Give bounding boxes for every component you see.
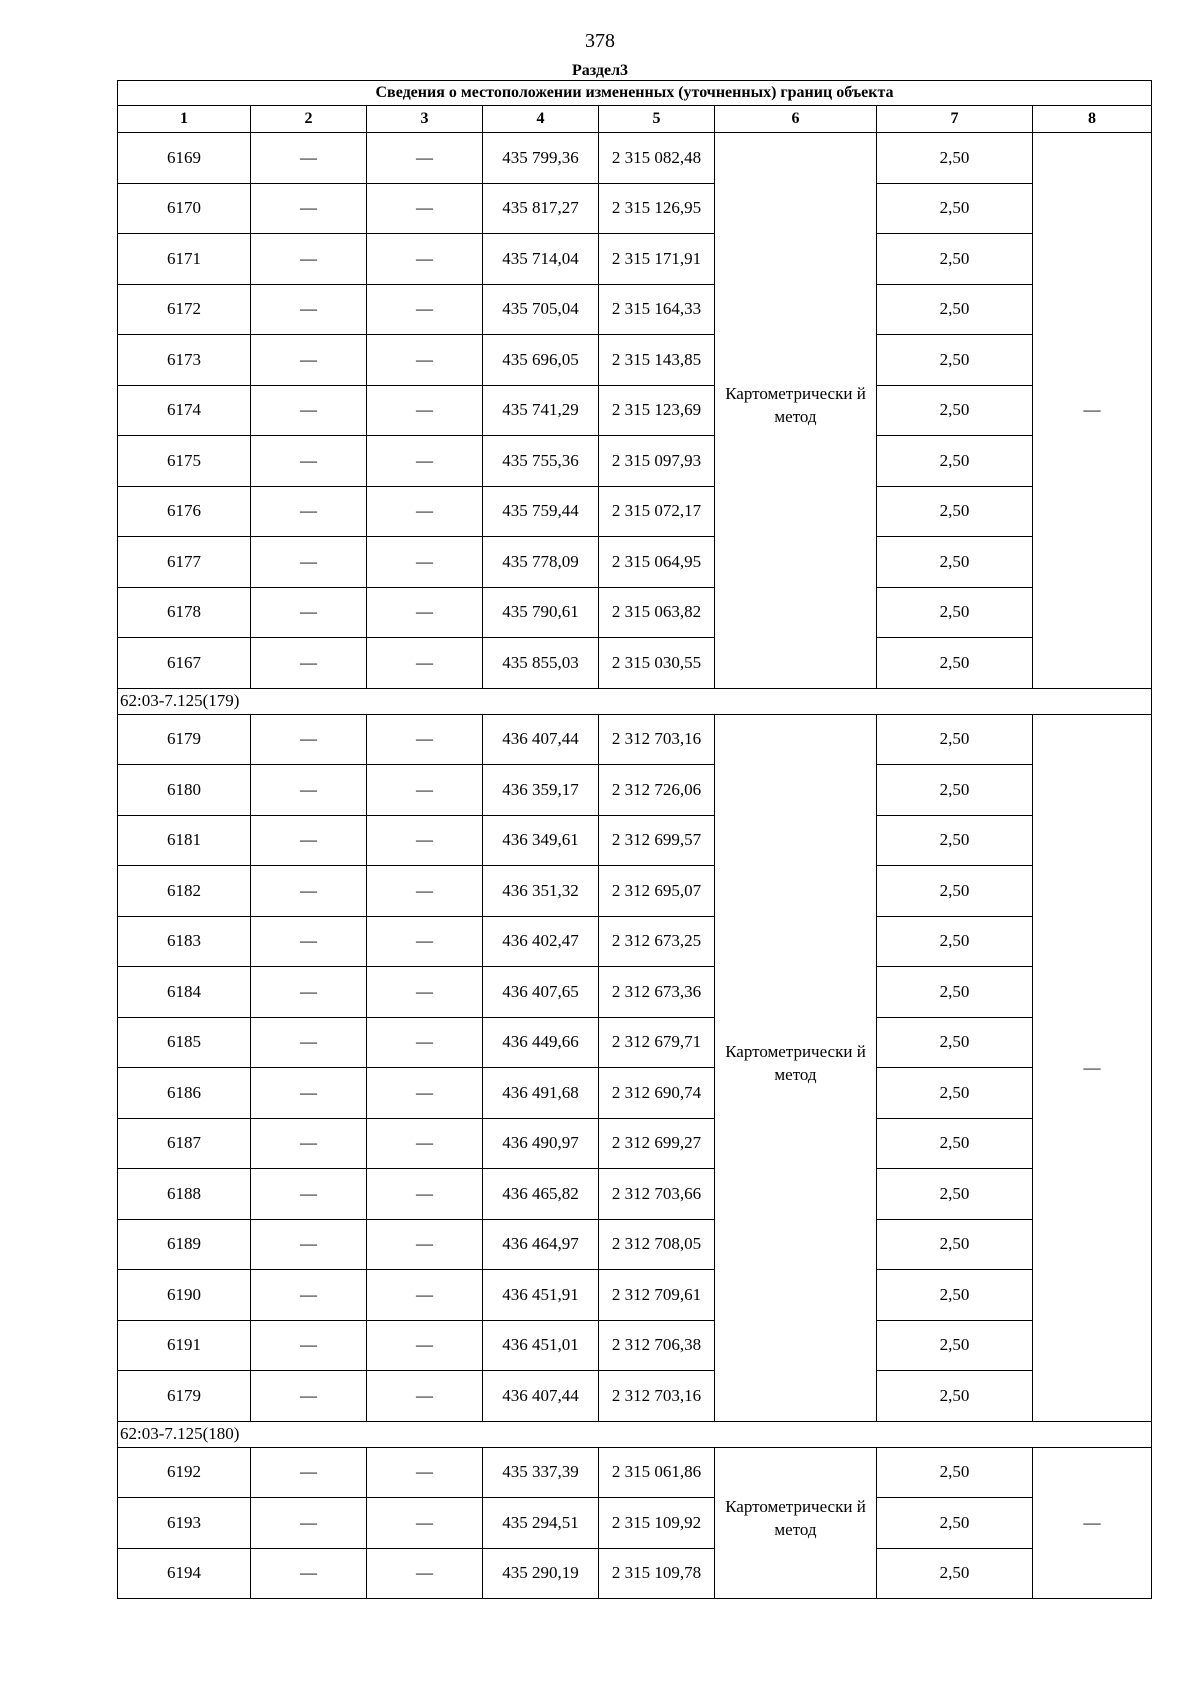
table-row (118, 1118, 1152, 1169)
column-3-cell: — (367, 587, 483, 638)
point-number-cell: 6180 (118, 765, 251, 816)
parcel-group-row (118, 688, 1152, 714)
x-coordinate-cell: 435 778,09 (483, 537, 599, 588)
y-coordinate-cell: 2 312 709,61 (599, 1270, 715, 1321)
table-row (118, 587, 1152, 638)
x-coordinate-cell: 435 337,39 (483, 1447, 599, 1498)
x-coordinate-cell: 435 696,05 (483, 335, 599, 386)
column-3-cell: — (367, 1270, 483, 1321)
point-number-cell: 6179 (118, 714, 251, 765)
y-coordinate-cell: 2 315 061,86 (599, 1447, 715, 1498)
table-row (118, 234, 1152, 285)
point-number-cell: 6187 (118, 1118, 251, 1169)
accuracy-cell: 2,50 (877, 537, 1033, 588)
table-row (118, 385, 1152, 436)
accuracy-cell: 2,50 (877, 1017, 1033, 1068)
column-3-cell: — (367, 486, 483, 537)
y-coordinate-cell: 2 312 703,16 (599, 1371, 715, 1422)
accuracy-cell: 2,50 (877, 385, 1033, 436)
table-row (118, 1447, 1152, 1498)
x-coordinate-cell: 436 351,32 (483, 866, 599, 917)
y-coordinate-cell: 2 315 109,92 (599, 1498, 715, 1549)
x-coordinate-cell: 436 359,17 (483, 765, 599, 816)
accuracy-cell: 2,50 (877, 1498, 1033, 1549)
column-8-cell: — (1033, 714, 1152, 1421)
table-row (118, 916, 1152, 967)
x-coordinate-cell: 435 290,19 (483, 1548, 599, 1599)
column-2-cell: — (251, 335, 367, 386)
column-number-row (118, 106, 1152, 133)
point-number-cell: 6172 (118, 284, 251, 335)
accuracy-cell: 2,50 (877, 1447, 1033, 1498)
point-number-cell: 6193 (118, 1498, 251, 1549)
x-coordinate-cell: 436 402,47 (483, 916, 599, 967)
y-coordinate-cell: 2 315 082,48 (599, 133, 715, 184)
column-2-cell: — (251, 486, 367, 537)
column-3-cell: — (367, 335, 483, 386)
column-8-cell: — (1033, 133, 1152, 689)
accuracy-cell: 2,50 (877, 436, 1033, 487)
x-coordinate-cell: 436 407,65 (483, 967, 599, 1018)
column-number: 2 (251, 106, 367, 133)
y-coordinate-cell: 2 312 679,71 (599, 1017, 715, 1068)
table-row (118, 1270, 1152, 1321)
point-number-cell: 6173 (118, 335, 251, 386)
point-number-cell: 6170 (118, 183, 251, 234)
column-3-cell: — (367, 1371, 483, 1422)
column-number: 1 (118, 106, 251, 133)
column-2-cell: — (251, 1068, 367, 1119)
y-coordinate-cell: 2 315 123,69 (599, 385, 715, 436)
column-2-cell: — (251, 916, 367, 967)
table-row (118, 1219, 1152, 1270)
table-caption: Сведения о местоположении измененных (уточненных) границ объекта (118, 81, 1152, 106)
x-coordinate-cell: 435 855,03 (483, 638, 599, 689)
y-coordinate-cell: 2 312 708,05 (599, 1219, 715, 1270)
x-coordinate-cell: 435 759,44 (483, 486, 599, 537)
y-coordinate-cell: 2 315 030,55 (599, 638, 715, 689)
x-coordinate-cell: 436 491,68 (483, 1068, 599, 1119)
accuracy-cell: 2,50 (877, 234, 1033, 285)
column-2-cell: — (251, 133, 367, 184)
table-row (118, 1169, 1152, 1220)
column-2-cell: — (251, 587, 367, 638)
column-number: 8 (1033, 106, 1152, 133)
column-3-cell: — (367, 1548, 483, 1599)
column-number: 5 (599, 106, 715, 133)
column-2-cell: — (251, 1017, 367, 1068)
table-row (118, 486, 1152, 537)
column-3-cell: — (367, 815, 483, 866)
y-coordinate-cell: 2 315 097,93 (599, 436, 715, 487)
point-number-cell: 6194 (118, 1548, 251, 1599)
point-number-cell: 6178 (118, 587, 251, 638)
column-3-cell: — (367, 385, 483, 436)
column-2-cell: — (251, 815, 367, 866)
table-row (118, 1320, 1152, 1371)
table-row (118, 967, 1152, 1018)
x-coordinate-cell: 436 407,44 (483, 1371, 599, 1422)
column-3-cell: — (367, 133, 483, 184)
column-3-cell: — (367, 916, 483, 967)
x-coordinate-cell: 436 449,66 (483, 1017, 599, 1068)
y-coordinate-cell: 2 312 703,66 (599, 1169, 715, 1220)
column-2-cell: — (251, 183, 367, 234)
point-number-cell: 6167 (118, 638, 251, 689)
column-3-cell: — (367, 284, 483, 335)
column-2-cell: — (251, 1320, 367, 1371)
column-3-cell: — (367, 1118, 483, 1169)
x-coordinate-cell: 435 705,04 (483, 284, 599, 335)
table-row (118, 1371, 1152, 1422)
x-coordinate-cell: 436 407,44 (483, 714, 599, 765)
table-row (118, 335, 1152, 386)
method-cell: Картометрически й метод (715, 1447, 877, 1599)
table-row (118, 815, 1152, 866)
point-number-cell: 6177 (118, 537, 251, 588)
column-3-cell: — (367, 1498, 483, 1549)
column-3-cell: — (367, 537, 483, 588)
column-3-cell: — (367, 1447, 483, 1498)
column-number: 6 (715, 106, 877, 133)
point-number-cell: 6174 (118, 385, 251, 436)
point-number-cell: 6188 (118, 1169, 251, 1220)
table-row (118, 1017, 1152, 1068)
point-number-cell: 6182 (118, 866, 251, 917)
column-2-cell: — (251, 234, 367, 285)
column-2-cell: — (251, 1447, 367, 1498)
column-2-cell: — (251, 1548, 367, 1599)
y-coordinate-cell: 2 315 072,17 (599, 486, 715, 537)
column-2-cell: — (251, 1498, 367, 1549)
column-3-cell: — (367, 714, 483, 765)
accuracy-cell: 2,50 (877, 183, 1033, 234)
y-coordinate-cell: 2 312 673,25 (599, 916, 715, 967)
x-coordinate-cell: 435 741,29 (483, 385, 599, 436)
x-coordinate-cell: 436 349,61 (483, 815, 599, 866)
y-coordinate-cell: 2 315 063,82 (599, 587, 715, 638)
column-2-cell: — (251, 866, 367, 917)
column-3-cell: — (367, 234, 483, 285)
y-coordinate-cell: 2 315 171,91 (599, 234, 715, 285)
point-number-cell: 6191 (118, 1320, 251, 1371)
point-number-cell: 6169 (118, 133, 251, 184)
point-number-cell: 6186 (118, 1068, 251, 1119)
y-coordinate-cell: 2 315 109,78 (599, 1548, 715, 1599)
method-cell: Картометрически й метод (715, 714, 877, 1421)
y-coordinate-cell: 2 312 673,36 (599, 967, 715, 1018)
y-coordinate-cell: 2 315 064,95 (599, 537, 715, 588)
point-number-cell: 6189 (118, 1219, 251, 1270)
column-2-cell: — (251, 1118, 367, 1169)
accuracy-cell: 2,50 (877, 638, 1033, 689)
column-3-cell: — (367, 638, 483, 689)
point-number-cell: 6171 (118, 234, 251, 285)
y-coordinate-cell: 2 315 164,33 (599, 284, 715, 335)
x-coordinate-cell: 436 451,91 (483, 1270, 599, 1321)
column-2-cell: — (251, 967, 367, 1018)
column-3-cell: — (367, 967, 483, 1018)
accuracy-cell: 2,50 (877, 1118, 1033, 1169)
column-number: 3 (367, 106, 483, 133)
table-row (118, 537, 1152, 588)
column-2-cell: — (251, 1371, 367, 1422)
method-cell: Картометрически й метод (715, 133, 877, 689)
column-8-cell: — (1033, 1447, 1152, 1599)
section-title: Раздел3 (571, 62, 629, 79)
accuracy-cell: 2,50 (877, 587, 1033, 638)
column-2-cell: — (251, 436, 367, 487)
column-2-cell: — (251, 1219, 367, 1270)
column-3-cell: — (367, 183, 483, 234)
accuracy-cell: 2,50 (877, 335, 1033, 386)
point-number-cell: 6179 (118, 1371, 251, 1422)
x-coordinate-cell: 435 714,04 (483, 234, 599, 285)
page-number: 378 (585, 30, 615, 52)
accuracy-cell: 2,50 (877, 1068, 1033, 1119)
x-coordinate-cell: 436 490,97 (483, 1118, 599, 1169)
column-3-cell: — (367, 765, 483, 816)
y-coordinate-cell: 2 312 695,07 (599, 866, 715, 917)
accuracy-cell: 2,50 (877, 714, 1033, 765)
column-2-cell: — (251, 714, 367, 765)
accuracy-cell: 2,50 (877, 916, 1033, 967)
point-number-cell: 6176 (118, 486, 251, 537)
x-coordinate-cell: 435 817,27 (483, 183, 599, 234)
column-2-cell: — (251, 537, 367, 588)
accuracy-cell: 2,50 (877, 1169, 1033, 1220)
point-number-cell: 6184 (118, 967, 251, 1018)
accuracy-cell: 2,50 (877, 1371, 1033, 1422)
y-coordinate-cell: 2 315 143,85 (599, 335, 715, 386)
column-3-cell: — (367, 436, 483, 487)
point-number-cell: 6183 (118, 916, 251, 967)
column-3-cell: — (367, 1320, 483, 1371)
point-number-cell: 6175 (118, 436, 251, 487)
table-row (118, 133, 1152, 184)
column-3-cell: — (367, 1017, 483, 1068)
boundary-coordinates-table (117, 80, 1152, 1599)
accuracy-cell: 2,50 (877, 1270, 1033, 1321)
column-2-cell: — (251, 765, 367, 816)
table-row (118, 436, 1152, 487)
y-coordinate-cell: 2 312 706,38 (599, 1320, 715, 1371)
accuracy-cell: 2,50 (877, 1219, 1033, 1270)
column-2-cell: — (251, 284, 367, 335)
accuracy-cell: 2,50 (877, 486, 1033, 537)
column-3-cell: — (367, 1068, 483, 1119)
column-2-cell: — (251, 1270, 367, 1321)
parcel-number-label: 62:03-7.125(180) (118, 1421, 1152, 1447)
parcel-number-label: 62:03-7.125(179) (118, 688, 1152, 714)
y-coordinate-cell: 2 312 726,06 (599, 765, 715, 816)
column-2-cell: — (251, 638, 367, 689)
column-3-cell: — (367, 1169, 483, 1220)
column-2-cell: — (251, 385, 367, 436)
accuracy-cell: 2,50 (877, 1320, 1033, 1371)
y-coordinate-cell: 2 312 699,27 (599, 1118, 715, 1169)
y-coordinate-cell: 2 315 126,95 (599, 183, 715, 234)
table-row (118, 1068, 1152, 1119)
point-number-cell: 6181 (118, 815, 251, 866)
table-row (118, 1548, 1152, 1599)
y-coordinate-cell: 2 312 690,74 (599, 1068, 715, 1119)
x-coordinate-cell: 436 451,01 (483, 1320, 599, 1371)
accuracy-cell: 2,50 (877, 866, 1033, 917)
column-3-cell: — (367, 866, 483, 917)
y-coordinate-cell: 2 312 699,57 (599, 815, 715, 866)
parcel-group-row (118, 1421, 1152, 1447)
accuracy-cell: 2,50 (877, 133, 1033, 184)
x-coordinate-cell: 436 464,97 (483, 1219, 599, 1270)
column-2-cell: — (251, 1169, 367, 1220)
x-coordinate-cell: 435 790,61 (483, 587, 599, 638)
table-row (118, 765, 1152, 816)
accuracy-cell: 2,50 (877, 815, 1033, 866)
accuracy-cell: 2,50 (877, 1548, 1033, 1599)
table-row (118, 638, 1152, 689)
point-number-cell: 6190 (118, 1270, 251, 1321)
x-coordinate-cell: 435 294,51 (483, 1498, 599, 1549)
column-number: 7 (877, 106, 1033, 133)
table-body (118, 133, 1152, 1599)
table-row (118, 284, 1152, 335)
point-number-cell: 6192 (118, 1447, 251, 1498)
table-row (118, 1498, 1152, 1549)
accuracy-cell: 2,50 (877, 284, 1033, 335)
point-number-cell: 6185 (118, 1017, 251, 1068)
accuracy-cell: 2,50 (877, 967, 1033, 1018)
accuracy-cell: 2,50 (877, 765, 1033, 816)
table-row (118, 183, 1152, 234)
x-coordinate-cell: 435 799,36 (483, 133, 599, 184)
column-3-cell: — (367, 1219, 483, 1270)
x-coordinate-cell: 435 755,36 (483, 436, 599, 487)
column-number: 4 (483, 106, 599, 133)
y-coordinate-cell: 2 312 703,16 (599, 714, 715, 765)
x-coordinate-cell: 436 465,82 (483, 1169, 599, 1220)
table-row (118, 866, 1152, 917)
table-row (118, 714, 1152, 765)
